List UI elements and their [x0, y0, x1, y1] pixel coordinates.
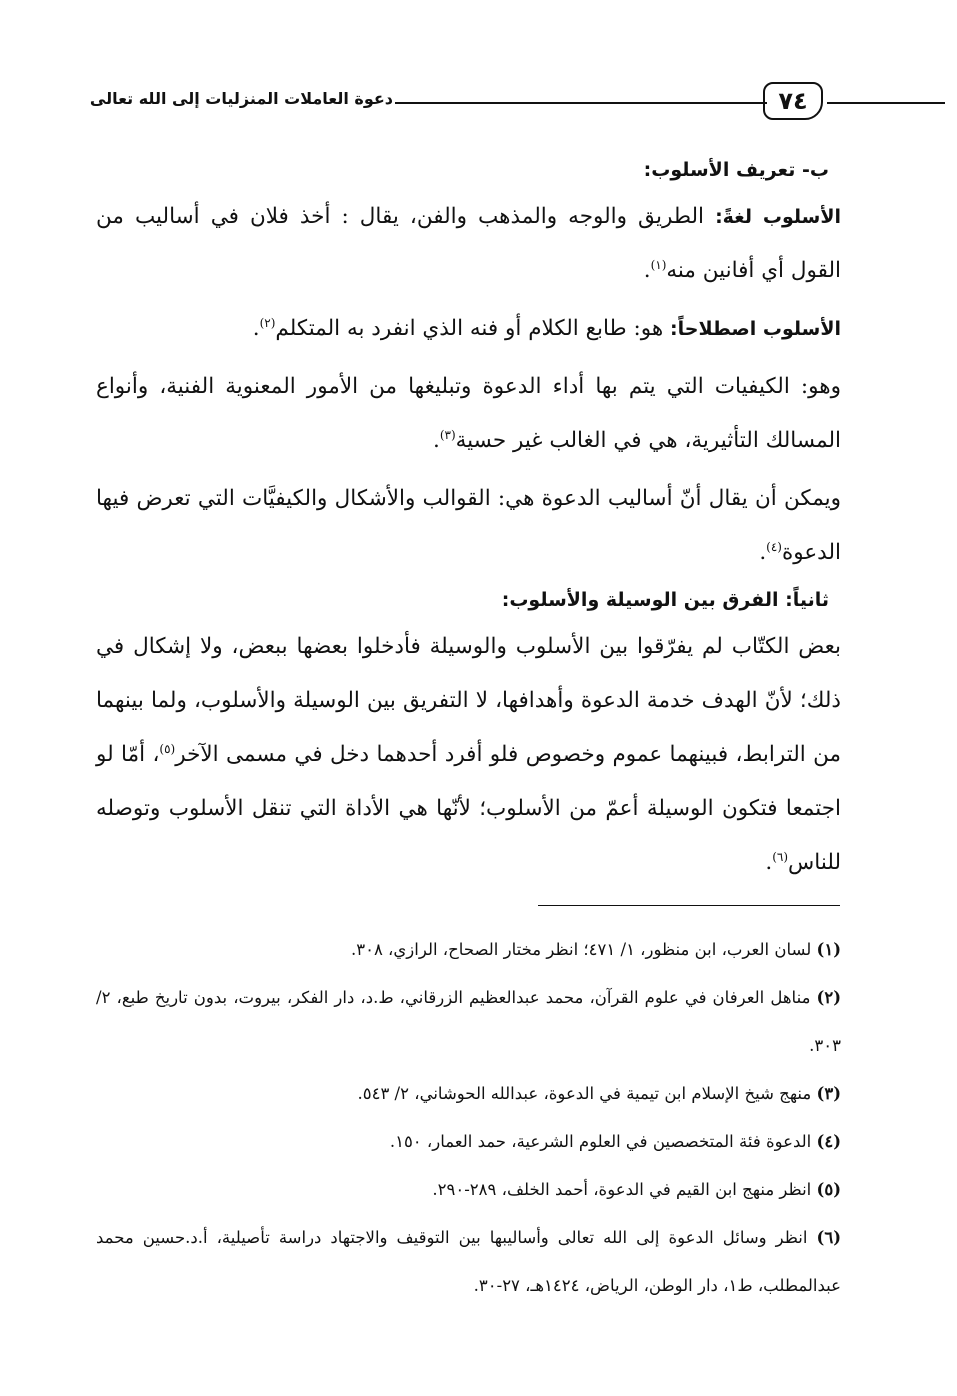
term-linguistic: الأسلوب لغةً: [715, 206, 841, 228]
footnote-text: لسان العرب، ابن منظور، ١/ ٤٧١؛ انظر مختار الصحاح، الرازي، ٣٠٨. [350, 940, 817, 959]
footnote-ref: (٣) [439, 427, 456, 442]
paragraph-text: ، أمّا لو اجتمعا فتكون الوسيلة أعمّ من الأسلوب؛ لأنّها هي الأداة التي تنقل الأسلوب وتوصله للناس [96, 742, 841, 875]
footnote-item [96, 1070, 841, 1118]
section-heading-difference: ثانياً: الفرق بين الوسيلة والأسلوب: [501, 589, 829, 611]
footnote-separator [538, 905, 840, 906]
footnote-text: مناهل العرفان في علوم القرآن، محمد عبدالعظيم الزرقاني، ط.د، دار الفكر، بيروت، بدون تاريخ طبع، ٢/ ٣٠٣. [96, 988, 841, 1055]
paragraph-text: بعض الكتّاب لم يفرّقوا بين الأسلوب والوسيلة فأدخلوا بعضها ببعض، ولا إشكال في ذلك؛ لأنّ الهدف خدمة الدعوة وأهدافها، لا التفريق بين الوسيلة والأسلوب، ولما بينهما من الترابط، فبينهما عموم وخصوص فلو أفرد أحدهما دخل في مسمى الآخر [96, 634, 841, 767]
footnote-number: (١) [816, 940, 841, 959]
main-text [96, 150, 841, 890]
footnote-item [96, 1118, 841, 1166]
page-number: ٧٤ [763, 82, 823, 120]
footnote-ref: (١) [650, 257, 667, 272]
paragraph-forms: ويمكن أن يقال أنّ أساليب الدعوة هي: القوالب والأشكال والكيفيَّات التي تعرض فيها الدعوة$^{(٤)}$. [96, 486, 841, 565]
footnote-item [96, 926, 841, 974]
term-technical: الأسلوب اصطلاحاً: [670, 318, 841, 340]
footnote-item [96, 1166, 841, 1214]
paragraph-text: وهو: الكيفيات التي يتم بها أداء الدعوة وتبليغها من الأمور المعنوية الفنية، وأنواع المسالك التأثيرية، هي في الغالب غير حسية [96, 374, 841, 453]
section-heading-definition: ب- تعريف الأسلوب: [643, 159, 829, 181]
paragraph-technical-definition: الأسلوب اصطلاحاً: هو: طابع الكلام أو فنه الذي انفرد به المتكلم$^{(٢)}$. [252, 315, 841, 341]
footnote-text: انظر وسائل الدعوة إلى الله تعالى وأساليبها بين التوقيف والاجتهاد دراسة تأصيلية، أ.د.حسين محمد عبدالمطلب، ط١، دار الوطن، الرياض، ١٤٢٤هـ، ٢٧-٣٠. [96, 1228, 841, 1295]
paragraph-text: ويمكن أن يقال أنّ أساليب الدعوة هي: القوالب والأشكال والكيفيَّات التي تعرض فيها الدعوة [96, 486, 841, 565]
footnote-text: الدعوة فئة المتخصصين في العلوم الشرعية، حمد العمار، ١٥٠. [389, 1132, 817, 1151]
running-title: دعوة العاملات المنزليات إلى الله تعالى [89, 89, 393, 108]
footnotes [96, 926, 841, 1310]
footnote-text: انظر منهج ابن القيم في الدعوة، أحمد الخلف، ٢٨٩-٢٩٠. [432, 1180, 817, 1199]
paragraph-text: هو: طابع الكلام أو فنه الذي انفرد به المتكلم [275, 316, 671, 341]
footnote-item [96, 974, 841, 1070]
paragraph-manners: وهو: الكيفيات التي يتم بها أداء الدعوة وتبليغها من الأمور المعنوية الفنية، وأنواع المسالك التأثيرية، هي في الغالب غير حسية$^{(٣)}$. [96, 374, 841, 453]
footnote-item [96, 1214, 841, 1310]
footnote-number: (٤) [816, 1132, 841, 1151]
footnote-number: (٢) [816, 988, 841, 1007]
footnote-number: (٥) [816, 1180, 841, 1199]
header-rule-right [827, 102, 945, 104]
paragraph-difference: بعض الكتّاب لم يفرّقوا بين الأسلوب والوسيلة فأدخلوا بعضها ببعض، ولا إشكال في ذلك؛ لأنّ الهدف خدمة الدعوة وأهدافها، لا التفريق بين الوسيلة والأسلوب، ولما بينهما من الترابط، فبينهما عموم وخصوص فلو أفرد أحدهما دخل في مسمى الآخر$^{(٥)}$، أمّا لو اجتمعا فتكون الوسيلة أعمّ من الأسلوب؛ لأنّها هي الأداة التي تنقل الأسلوب وتوصله للناس$^{(٦)}$. [96, 634, 841, 875]
footnote-ref: (٤) [766, 539, 782, 554]
page-header [89, 80, 845, 128]
footnote-ref: (٦) [772, 849, 789, 864]
paragraph-linguistic-definition: الأسلوب لغةً: الطريق والوجه والمذهب والفن، يقال : أخذ فلان في أساليب من القول أي أفانين منه$^{(١)}$. [96, 204, 841, 283]
footnote-number: (٦) [816, 1228, 841, 1247]
paragraph-text: الطريق والوجه والمذهب والفن، يقال : أخذ فلان في أساليب من القول أي أفانين منه [96, 204, 841, 283]
header-rule-left [395, 102, 767, 104]
footnote-text: منهج شيخ الإسلام ابن تيمية في الدعوة، عبدالله الحوشاني، ٢/ ٥٤٣. [357, 1084, 817, 1103]
footnote-number: (٣) [816, 1084, 841, 1103]
footnote-ref: (٢) [259, 315, 276, 330]
footnote-ref: (٥) [159, 741, 176, 756]
